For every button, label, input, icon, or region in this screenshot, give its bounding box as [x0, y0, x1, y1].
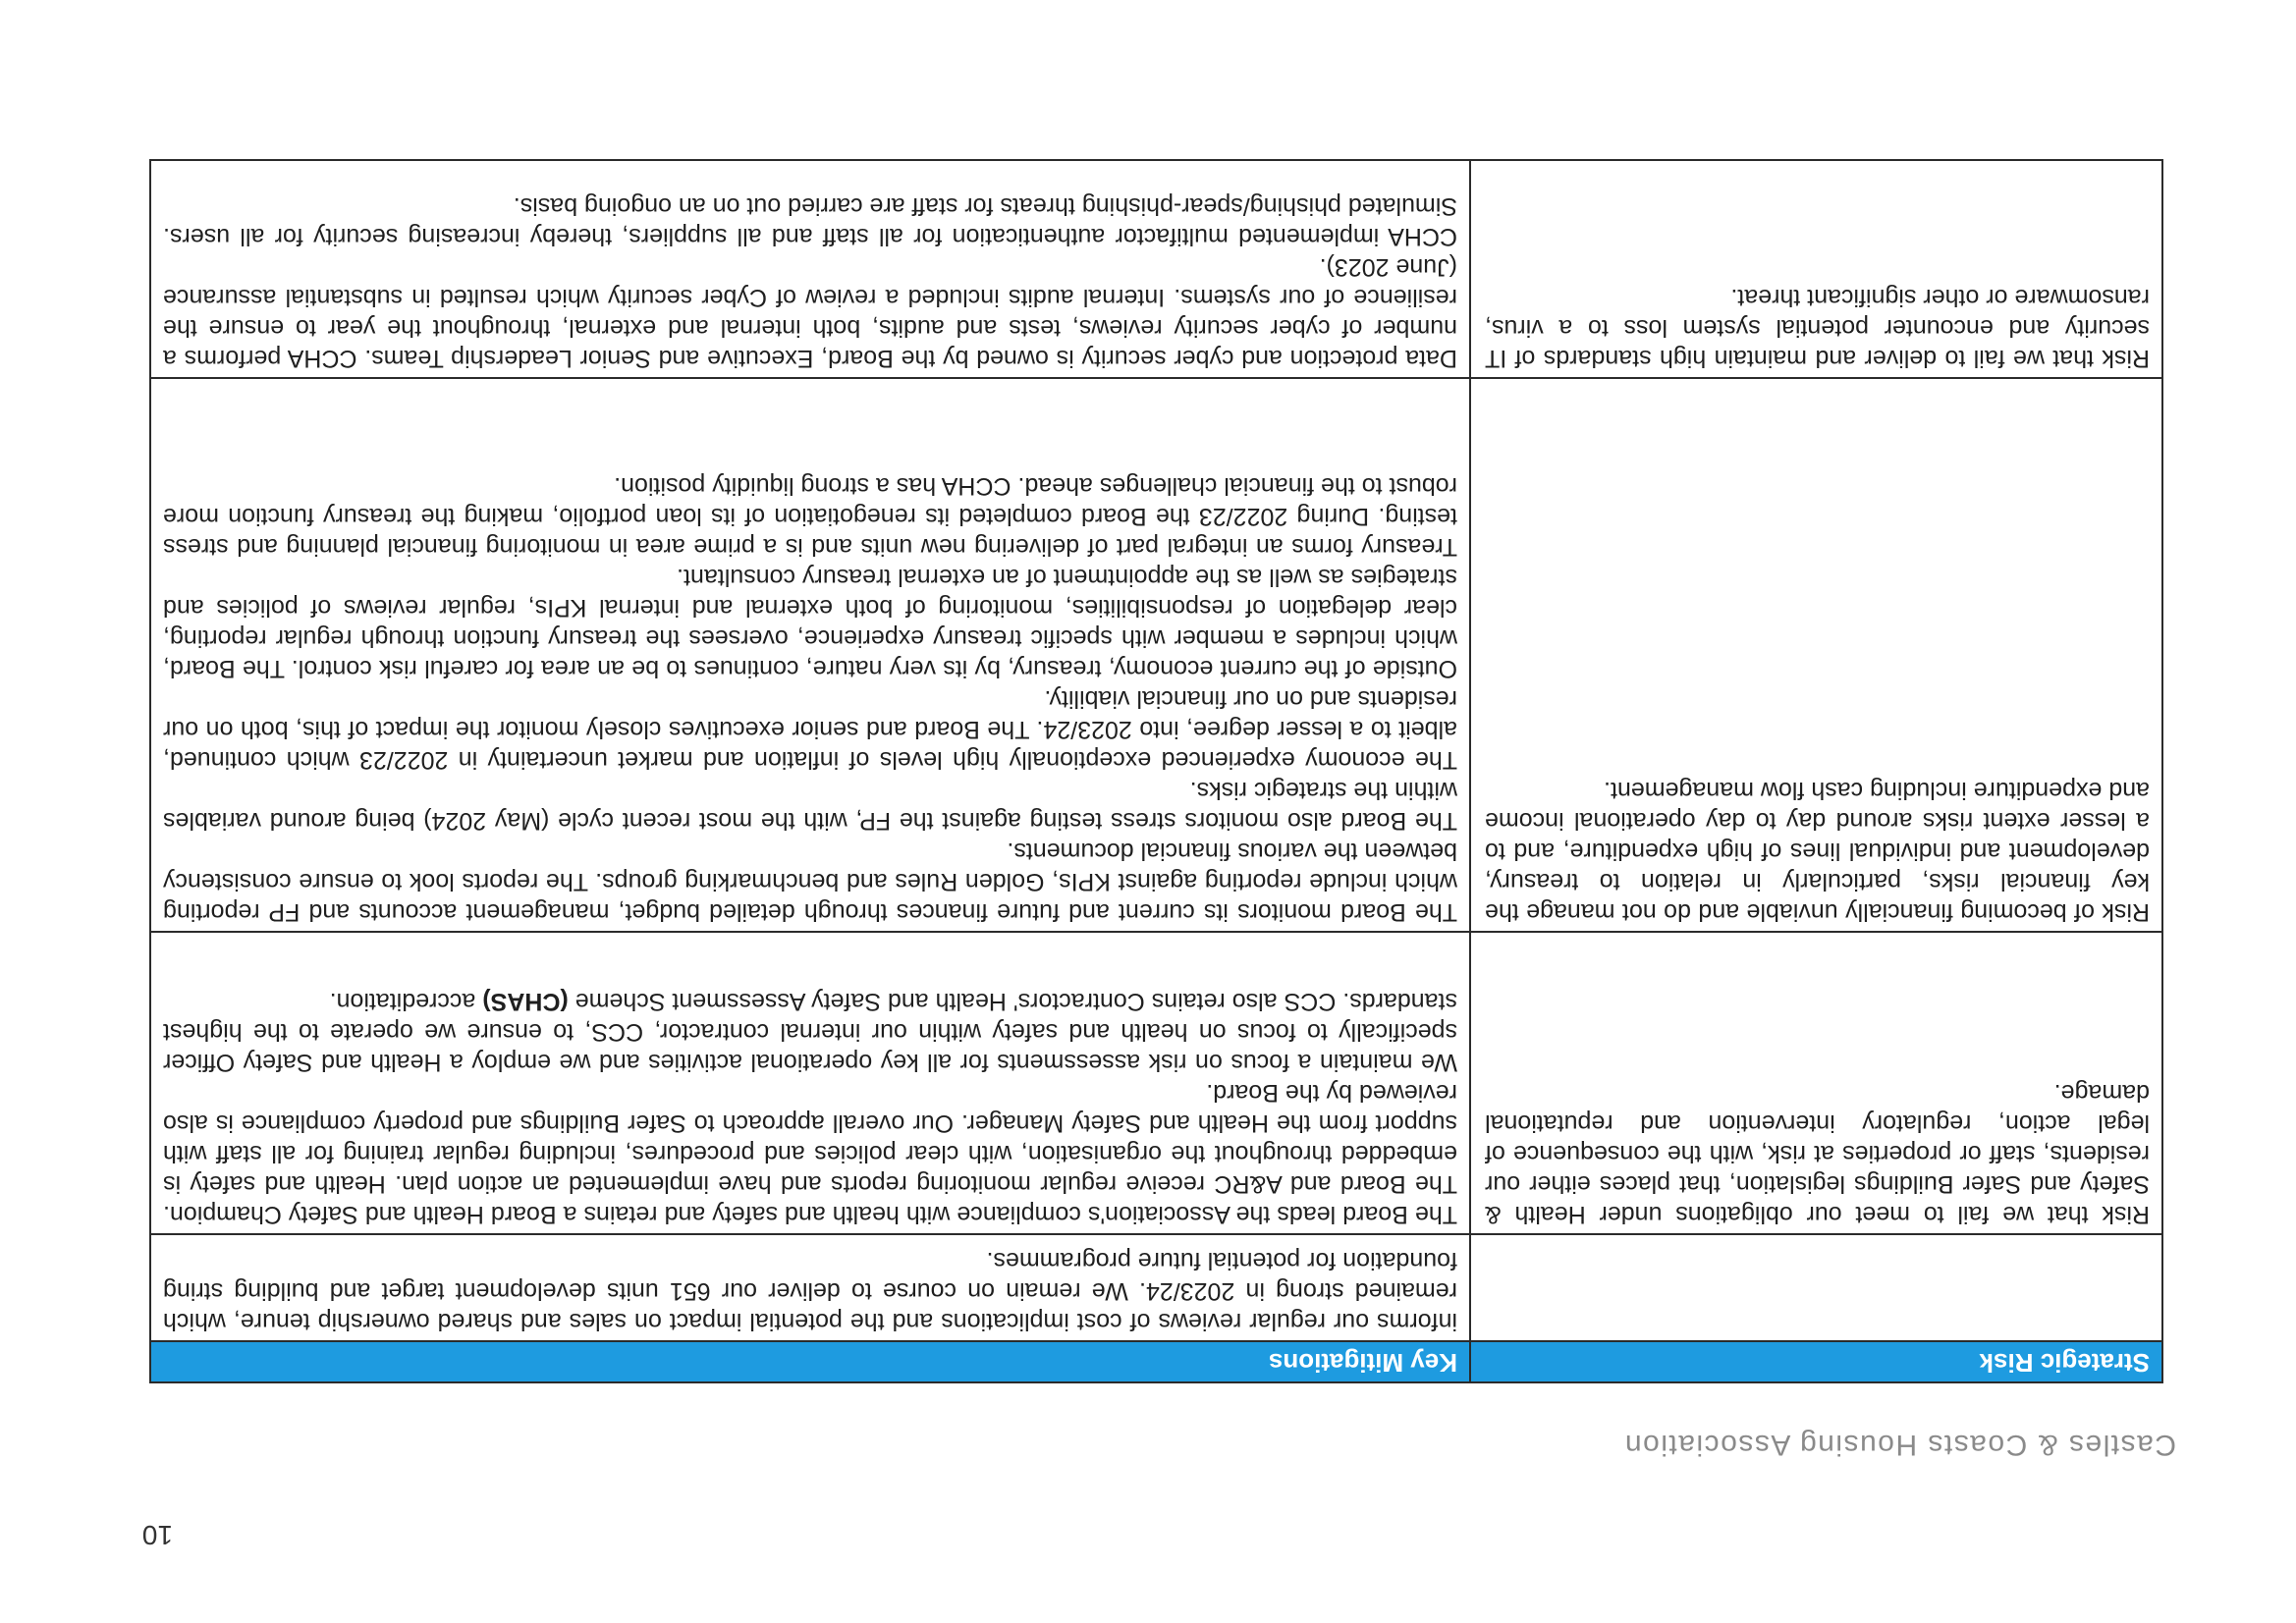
- organisation-name: Castles & Coasts Housing Association: [1623, 1429, 2176, 1461]
- mitigation-paragraph: The economy experienced exceptionally high levels of inflation and market uncertainty in 2022/23 which continued, albeit to a lesser degree, into 2023/24. The Board and senior executives closely monitor the impact of this, both on our residents and on our financial viability.: [163, 685, 1457, 774]
- mitigation-paragraph: CCHA implemented multifactor authentication for all staff and all suppliers, thereby increasing security for all users. Simulated phishing/spear-phishing threats for staff are carried out on an ongoing basis.: [163, 192, 1457, 250]
- risk-cell: [1470, 1234, 2162, 1341]
- table-row-health-safety: [150, 932, 2162, 1234]
- mitigation-cell: [150, 932, 1470, 1234]
- risk-cell: Risk that we fail to deliver and maintain high standards of IT security and encounter potential system loss to a virus, ransomware or other significant threat.: [1470, 160, 2162, 378]
- table-row-continued: [150, 1234, 2162, 1341]
- mitigation-paragraph: Data protection and cyber security is owned by the Board, Executive and Senior Leadership Teams. CCHA performs a number of cyber security reviews, tests and audits, both internal and external, throughout the year to ensure the resilience of our systems. Internal audits included a review of Cyber security which resulted in substantial assurance (June 2023).: [163, 253, 1457, 372]
- header-strategic-risk: Strategic Risk: [1470, 1341, 2162, 1382]
- mitigation-cell: [150, 160, 1470, 378]
- page-number: 10: [141, 1520, 173, 1550]
- table-row-it-security: [150, 160, 2162, 378]
- table-row-financial: [150, 378, 2162, 932]
- strategic-risk-table: [149, 159, 2163, 1383]
- table-header-row: [150, 1341, 2162, 1382]
- mitigation-paragraph: informs our regular reviews of cost implications and the potential impact on sales and shared ownership tenure, which remained strong in 2023/24. We remain on course to deliver our 651 units development target and building string foundation for potential future programmes.: [163, 1247, 1457, 1335]
- mitigation-text-tail: accreditation.: [329, 988, 483, 1015]
- mitigation-paragraph: The Board also monitors stress testing against the FP, with the most recent cycle (May 2024) being around variables within the strategic risks.: [163, 777, 1457, 835]
- risk-cell: Risk of becoming financially unviable and do not manage the key financial risks, particularly in relation to treasury, development and individual lines of high expenditure, and to a lesser extent risks around day to day operational income and expenditure including cash flow management.: [1470, 378, 2162, 932]
- mitigation-paragraph: The Board monitors its current and future finances through detailed budget, management accounts and FP reporting which include reporting against KPIs, Golden Rules and benchmarking groups. The reports look to ensure consistency between the various financial documents.: [163, 838, 1457, 926]
- mitigation-cell: [150, 378, 1470, 932]
- chas-acronym: (CHAS): [482, 988, 569, 1015]
- mitigation-paragraph: Outside of the current economy, treasury, by its very nature, continues to be an area for careful risk control. The Board, which includes a member with specific treasury experience, oversees the treasury function through regular reporting, clear delegation of responsibilities, monitoring of both external and internal KPIs, regular reviews of policies and strategies as well as the appointment of an external treasury consultant.: [163, 564, 1457, 682]
- mitigation-paragraph: Treasury forms an integral part of delivering new units and is a prime area in monitoring financial planning and stress testing. During 2022/23 the Board completed its renegotiation of its loan portfolio, making the treasury function more robust to the financial challenges ahead. CCHA has a strong liquidity position.: [163, 472, 1457, 561]
- header-key-mitigations: Key Mitigations: [150, 1341, 1470, 1382]
- mitigation-text: We maintain a focus on risk assessments for all key operational activities and we employ a Health and Safety Officer specifically to focus on health and safety within our internal contractor, CCS, to ensure we operate to the highest standards. CCS also retains Contractors' Health and Safety Assessment Scheme: [163, 988, 1457, 1076]
- mitigation-paragraph: [163, 986, 1457, 1077]
- risk-cell: Risk that we fail to meet our obligations under Health & Safety and Safer Buildings legislation, that places either our residents, staff or properties at risk, with the consequence of legal action, regulatory intervention and reputational damage.: [1470, 932, 2162, 1234]
- mitigation-paragraph: The Board leads the Association's compliance with health and safety and retains a Board Health and Safety Champion. The Board and A&RC receive regular monitoring reports and have implemented an action plan. Health and safety is embedded throughout the organisation, with clear policies and procedures, including regular training for all staff with support from the Health and Safety Manager. Our overall approach to Safer Buildings and property compliance is also reviewed by the Board.: [163, 1079, 1457, 1228]
- mitigation-cell: [150, 1234, 1470, 1341]
